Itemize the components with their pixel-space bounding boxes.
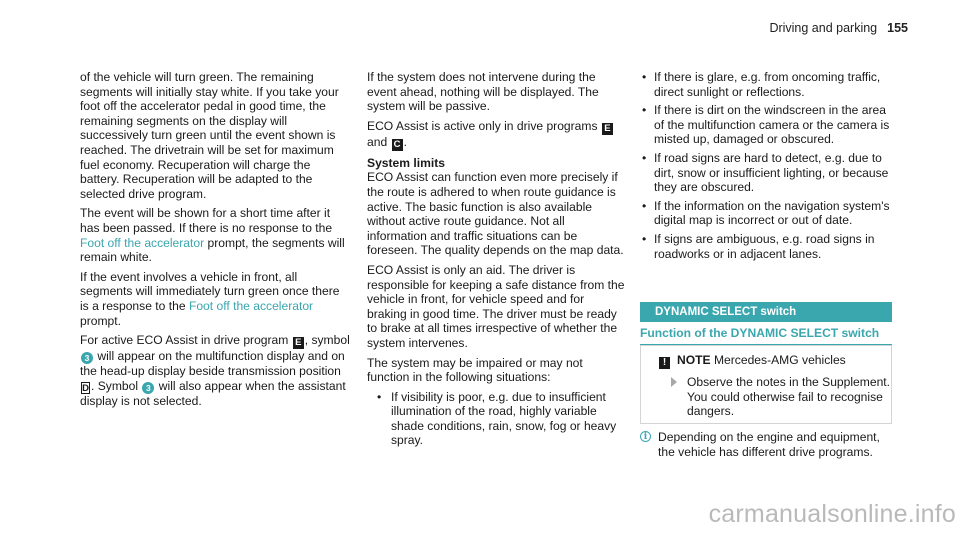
info-note [640,430,892,459]
drive-program-c-symbol: C [392,139,403,151]
paragraph: If the system does not intervene during the event ahead, nothing will be displayed. The system will be passive. [367,70,599,114]
list-item: • If the information on the navigation system's digital map is incorrect or out of date. [640,199,892,228]
running-header [769,21,908,35]
transmission-d-symbol: D [82,382,89,394]
note-text: Mercedes-AMG vehicles [713,353,846,367]
paragraph: ECO Assist is only an aid. The driver is responsible for keeping a safe distance from the vehicle in front, for vehicle speed and for braking in good time. The driver must be ready to brake at all times irrespective of whether the system intervenes. [367,262,625,350]
paragraph: For active ECO Assist in drive program E , symbol 3 will appear on the multifunction display and on the head-up display beside transmission position D . Symbol 3 will also appear when the assistant display is not selected. [80,333,350,408]
note-label: NOTE [677,353,711,367]
drive-program-e-symbol: E [293,337,304,349]
prompt-text: Foot off the accelerator [188,298,314,313]
paragraph: If the event involves a vehicle in front, all segments will immediately turn green once there is a response to the Foot off the accelerator prompt. [80,269,340,328]
note-box [640,345,892,424]
list-item: • If signs are ambiguous, e.g. road signs in roadworks or in adjacent lanes. [640,232,892,261]
info-text: Depending on the engine and equipment, the vehicle has different drive programs. [658,430,880,459]
list-item: • If road signs are hard to detect, e.g. due to dirt, snow or insufficient lighting, or because they are obscured. [640,151,892,195]
callout-number: 3 [142,382,154,394]
paragraph: ECO Assist can function even more precisely if the route is adhered to when route guidance is active. The basic function is also available without active route guidance. Not all information and traffic situations can be foreseen. The quality depends on the map data. [367,170,624,258]
list-item: • If visibility is poor, e.g. due to insufficient illumination of the road, highly variable shade conditions, rain, snow, fog or heavy spray. [375,390,625,448]
column-right [640,70,892,265]
subsection-heading: Function of the DYNAMIC SELECT switch [640,326,892,345]
step-arrow-icon [671,377,677,387]
watermark: carmanualsonline.info [708,500,956,528]
page-number: 155 [887,21,908,35]
list-item: • If there is dirt on the windscreen in the area of the multifunction camera or the camera is misted up, damaged or obscured. [640,103,892,147]
note-header [659,353,846,369]
section-heading: System limits [367,155,445,170]
paragraph: of the vehicle will turn green. The remaining segments will initially stay white. If you take your foot off the accelerator pedal in good time, the remaining segments on the display will successively turn green until the event shown is reached. The drivetrain will be set for maximum fuel economy. Recuperation will charge the battery. Recuperation will be adapted to the selected drive program. [80,70,339,201]
list-item: • If there is glare, e.g. from oncoming traffic, direct sunlight or reflections. [640,70,892,99]
warning-icon: ! [659,357,670,369]
section-banner: DYNAMIC SELECT switch [640,302,892,322]
callout-number: 3 [81,352,93,364]
info-icon: i [640,431,651,442]
drive-program-e-symbol: E [602,123,613,135]
limitations-list [640,70,892,261]
limitations-list [375,390,625,448]
paragraph: The event will be shown for a short time after it has been passed. If there is no response to the Foot off the accelerator prompt, the segments will remain white. [80,206,345,265]
prompt-text: Foot off the accelerator [80,235,205,250]
paragraph: The system may be impaired or may not function in the following situations: [367,355,583,385]
column-middle [367,70,625,453]
paragraph: ECO Assist is active only in drive programs E and C . [367,119,625,151]
note-step: Observe the notes in the Supplement. You could otherwise fail to recognise dangers. [671,375,897,419]
column-left [80,70,350,413]
section-title: Driving and parking [769,21,878,35]
